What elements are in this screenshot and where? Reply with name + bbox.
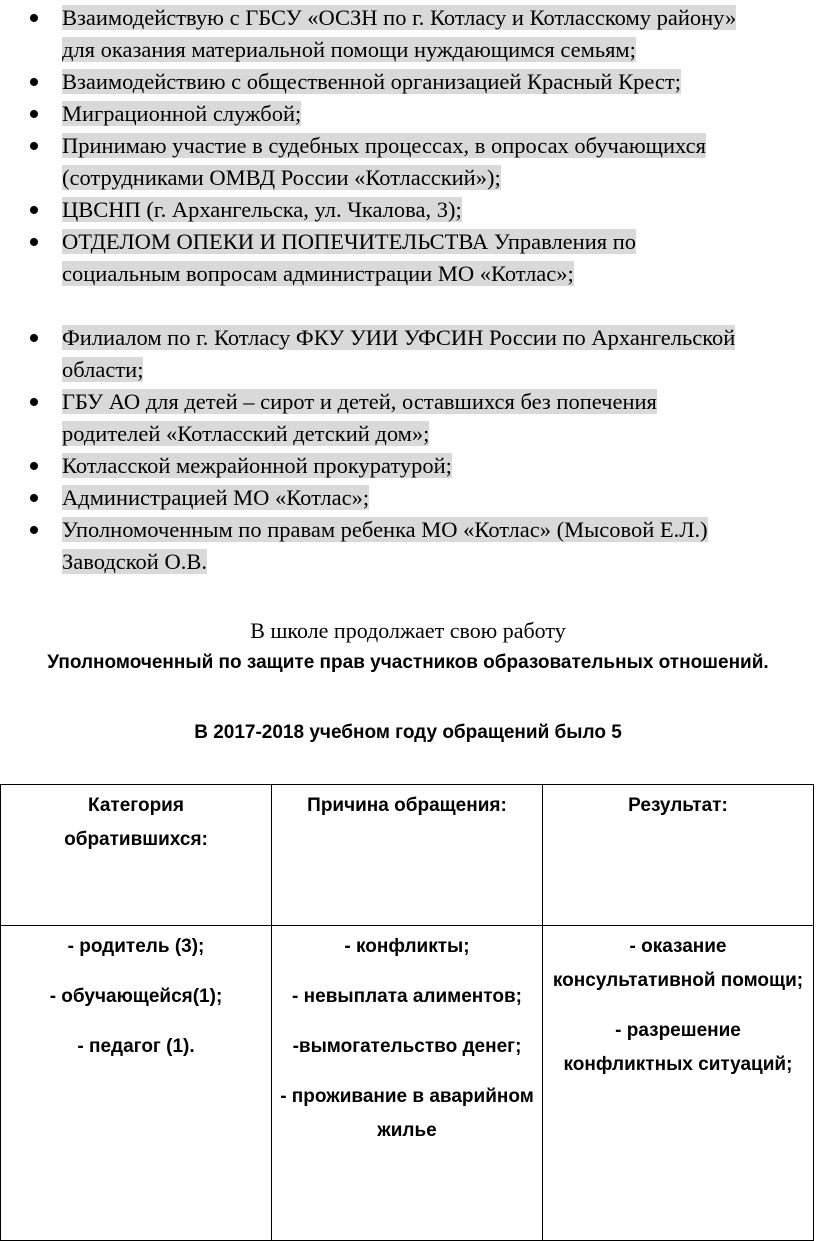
- paragraph-count: В 2017-2018 учебном году обращений было 5: [194, 722, 622, 743]
- list-item: [0, 66, 816, 98]
- bullet-icon: [30, 398, 38, 406]
- list-item-text: области;: [62, 357, 144, 382]
- bullet-icon: [30, 14, 38, 22]
- bullet-icon: [30, 206, 38, 214]
- list-item-text: социальным вопросам администрации МО «Котлас»;: [62, 261, 574, 286]
- list-item-text: Миграционной службой;: [62, 101, 302, 126]
- cell-result: - оказание консультативной помощи; - разрешение конфликтных ситуаций;: [543, 926, 814, 1241]
- list-item: [0, 98, 816, 130]
- list-item-text: для оказания материальной помощи нуждающимся семьям;: [62, 37, 636, 62]
- bullet-icon: [30, 110, 38, 118]
- bullet-icon: [30, 142, 38, 150]
- list-item-text: Взаимодействую с ГБСУ «ОСЗН по г. Котласу и Котласскому району»: [62, 5, 737, 30]
- appeals-table: [0, 784, 814, 1241]
- table-row: [1, 926, 814, 1241]
- bullet-icon: [30, 494, 38, 502]
- bullet-icon: [30, 462, 38, 470]
- bullet-list: [0, 2, 816, 578]
- list-item-text: ЦВСНП (г. Архангельска, ул. Чкалова, 3);: [62, 197, 462, 222]
- list-item: [0, 514, 816, 578]
- list-item-text: родителей «Котласский детский дом»;: [62, 421, 430, 446]
- bullet-icon: [30, 526, 38, 534]
- list-item-text: Котласской межрайонной прокуратурой;: [62, 453, 452, 478]
- list-item-text: Администрацией МО «Котлас»;: [62, 485, 370, 510]
- cell-category: - родитель (3); - обучающейся(1); - педагог (1).: [1, 926, 272, 1241]
- list-item-text: Заводской О.В.: [62, 549, 207, 574]
- cell-reason: - конфликты; - невыплата алиментов; -вымогательство денег; - проживание в аварийном жилье: [272, 926, 543, 1241]
- paragraph-ombudsman: Уполномоченный по защите прав участников образовательных отношений.: [47, 652, 769, 673]
- list-item: [0, 130, 816, 194]
- bullet-icon: [30, 78, 38, 86]
- list-item: [0, 226, 816, 290]
- list-item-text: Уполномоченным по правам ребенка МО «Котлас» (Мысовой Е.Л.): [62, 517, 708, 542]
- header-result: Результат:: [543, 785, 814, 926]
- list-item-text: Принимаю участие в судебных процессах, в опросах обучающихся: [62, 133, 706, 158]
- list-item: [0, 386, 816, 450]
- list-item-text: ГБУ АО для детей – сирот и детей, оставшихся без попечения: [62, 389, 657, 414]
- paragraph-school: В школе продолжает свою работу: [250, 618, 566, 643]
- bullet-icon: [30, 238, 38, 246]
- list-item-text: Филиалом по г. Котласу ФКУ УИИ УФСИН России по Архангельской: [62, 325, 736, 350]
- table-header-row: [1, 785, 814, 926]
- list-item-text: (сотрудниками ОМВД России «Котласский»);: [62, 165, 501, 190]
- list-item: [0, 482, 816, 514]
- list-item-text: Взаимодействию с общественной организацией Красный Крест;: [62, 69, 681, 94]
- list-spacer: [0, 290, 816, 322]
- header-category: Категория обратившихся:: [1, 785, 272, 926]
- list-item: [0, 2, 816, 66]
- list-item: [0, 450, 816, 482]
- list-item-text: ОТДЕЛОМ ОПЕКИ И ПОПЕЧИТЕЛЬСТВА Управления по: [62, 229, 637, 254]
- bullet-icon: [30, 334, 38, 342]
- list-item: [0, 194, 816, 226]
- list-item: [0, 322, 816, 386]
- header-reason: Причина обращения:: [272, 785, 543, 926]
